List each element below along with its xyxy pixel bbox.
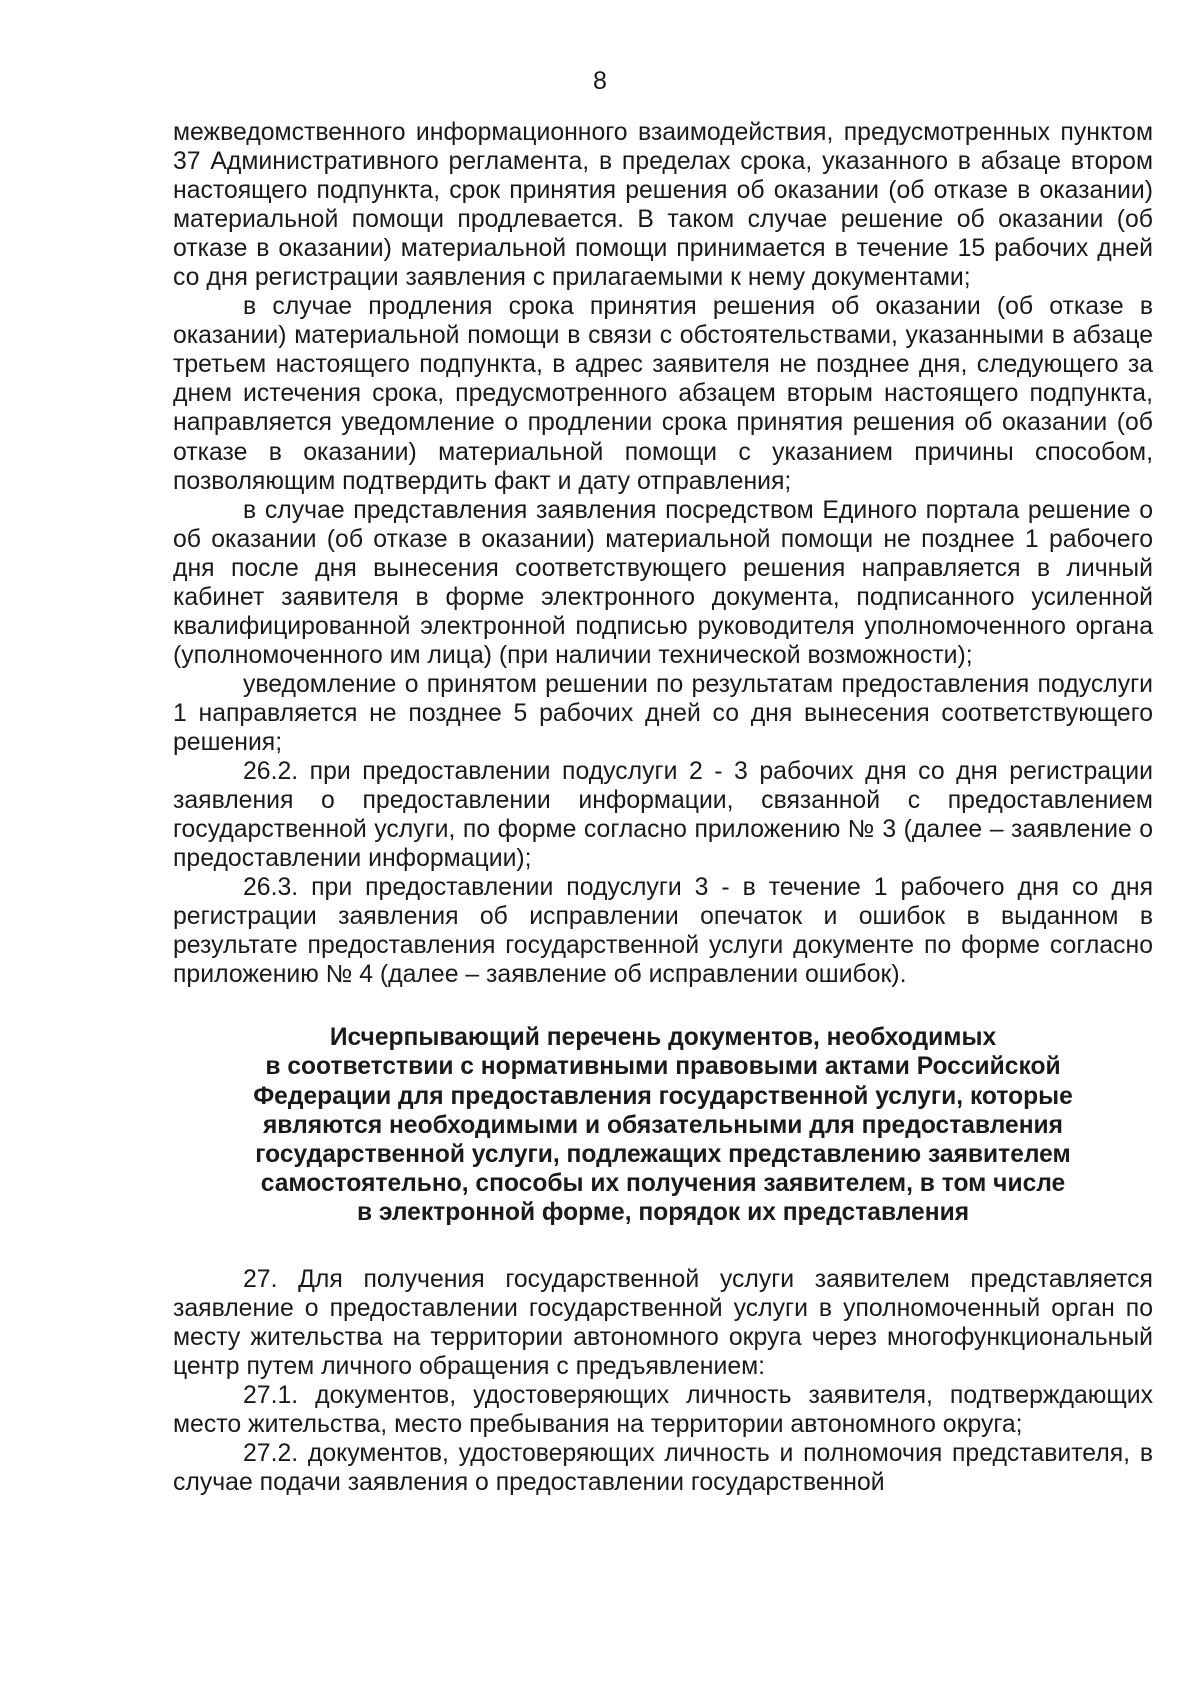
- section-heading: [173, 1023, 1153, 1226]
- heading-line: Федерации для предоставления государственной услуги, которые: [253, 1082, 1073, 1110]
- paragraph-extension-notice: в случае продления срока принятия решения об оказании (об отказе в оказании) материальной помощи в связи с обстоятельствами, указанными в абзаце третьем настоящего подпункта, в адрес заявителя не позднее дня, следующего за днем истечения срока, предусмотренного абзацем вторым настоящего подпункта, направляется уведомление о продлении срока принятия решения об оказании (об отказе в оказании) материальной помощи с указанием причины способом, позволяющим подтвердить факт и дату отправления;: [173, 293, 1153, 495]
- paragraph-26-3: 26.3. при предоставлении подуслуги 3 - в течение 1 рабочего дня со дня регистрации заявления об исправлении опечаток и ошибок в выданном в результате предоставления государственной услуги документе по форме согласно приложению № 4 (далее – заявление об исправлении ошибок).: [173, 874, 1153, 989]
- paragraph-portal-decision: в случае представления заявления посредством Единого портала решение о об оказании (об отказе в оказании) материальной помощи не позднее 1 рабочего дня после дня вынесения соответствующего решения направляется в личный кабинет заявителя в форме электронного документа, подписанного усиленной квалифицированной электронной подписью руководителя уполномоченного органа (уполномоченного им лица) (при наличии технической возможности);: [173, 496, 1153, 669]
- paragraph-27-1: 27.1. документов, удостоверяющих личность заявителя, подтверждающих место жительства, место пребывания на территории автономного округа;: [173, 1381, 1153, 1438]
- heading-line: являются необходимыми и обязательными для предоставления: [262, 1111, 1064, 1139]
- paragraphs-after-heading: [173, 1265, 1153, 1497]
- page-number: 8: [593, 67, 607, 95]
- paragraph-26-2: 26.2. при предоставлении подуслуги 2 - 3 рабочих дня со дня регистрации заявления о предоставлении информации, связанной с предоставлением государственной услуги, по форме согласно приложению № 3 (далее – заявление о предоставлении информации);: [173, 758, 1153, 873]
- heading-line: государственной услуги, подлежащих представлению заявителем: [255, 1140, 1071, 1168]
- heading-line: в электронной форме, порядок их представления: [356, 1198, 970, 1226]
- paragraph-27-2: 27.2. документов, удостоверяющих личность и полномочия представителя, в случае подачи заявления о предоставлении государственной: [173, 1440, 1153, 1497]
- document-body: [173, 118, 1153, 1497]
- paragraph-continuation: межведомственного информационного взаимодействия, предусмотренных пунктом 37 Административного регламента, в пределах срока, указанного в абзаце втором настоящего подпункта, срок принятия решения об оказании (об отказе в оказании) материальной помощи продлевается. В таком случае решение об оказании (об отказе в оказании) материальной помощи принимается в течение 15 рабочих дней со дня регистрации заявления с прилагаемыми к нему документами;: [173, 119, 1153, 292]
- paragraphs-before-heading: [173, 118, 1153, 989]
- heading-line: Исчерпывающий перечень документов, необходимых: [329, 1024, 997, 1052]
- heading-line: в соответствии с нормативными правовыми актами Российской: [265, 1053, 1061, 1081]
- paragraph-notification: уведомление о принятом решении по результатам предоставления подуслуги 1 направляется не позднее 5 рабочих дней со дня вынесения соответствующего решения;: [173, 670, 1153, 756]
- heading-line: самостоятельно, способы их получения заявителем, в том числе: [260, 1169, 1066, 1197]
- paragraph-27: 27. Для получения государственной услуги заявителем представляется заявление о предоставлении государственной услуги в уполномоченный орган по месту жительства на территории автономного округа через многофункциональный центр путем личного обращения с предъявлением:: [173, 1265, 1153, 1380]
